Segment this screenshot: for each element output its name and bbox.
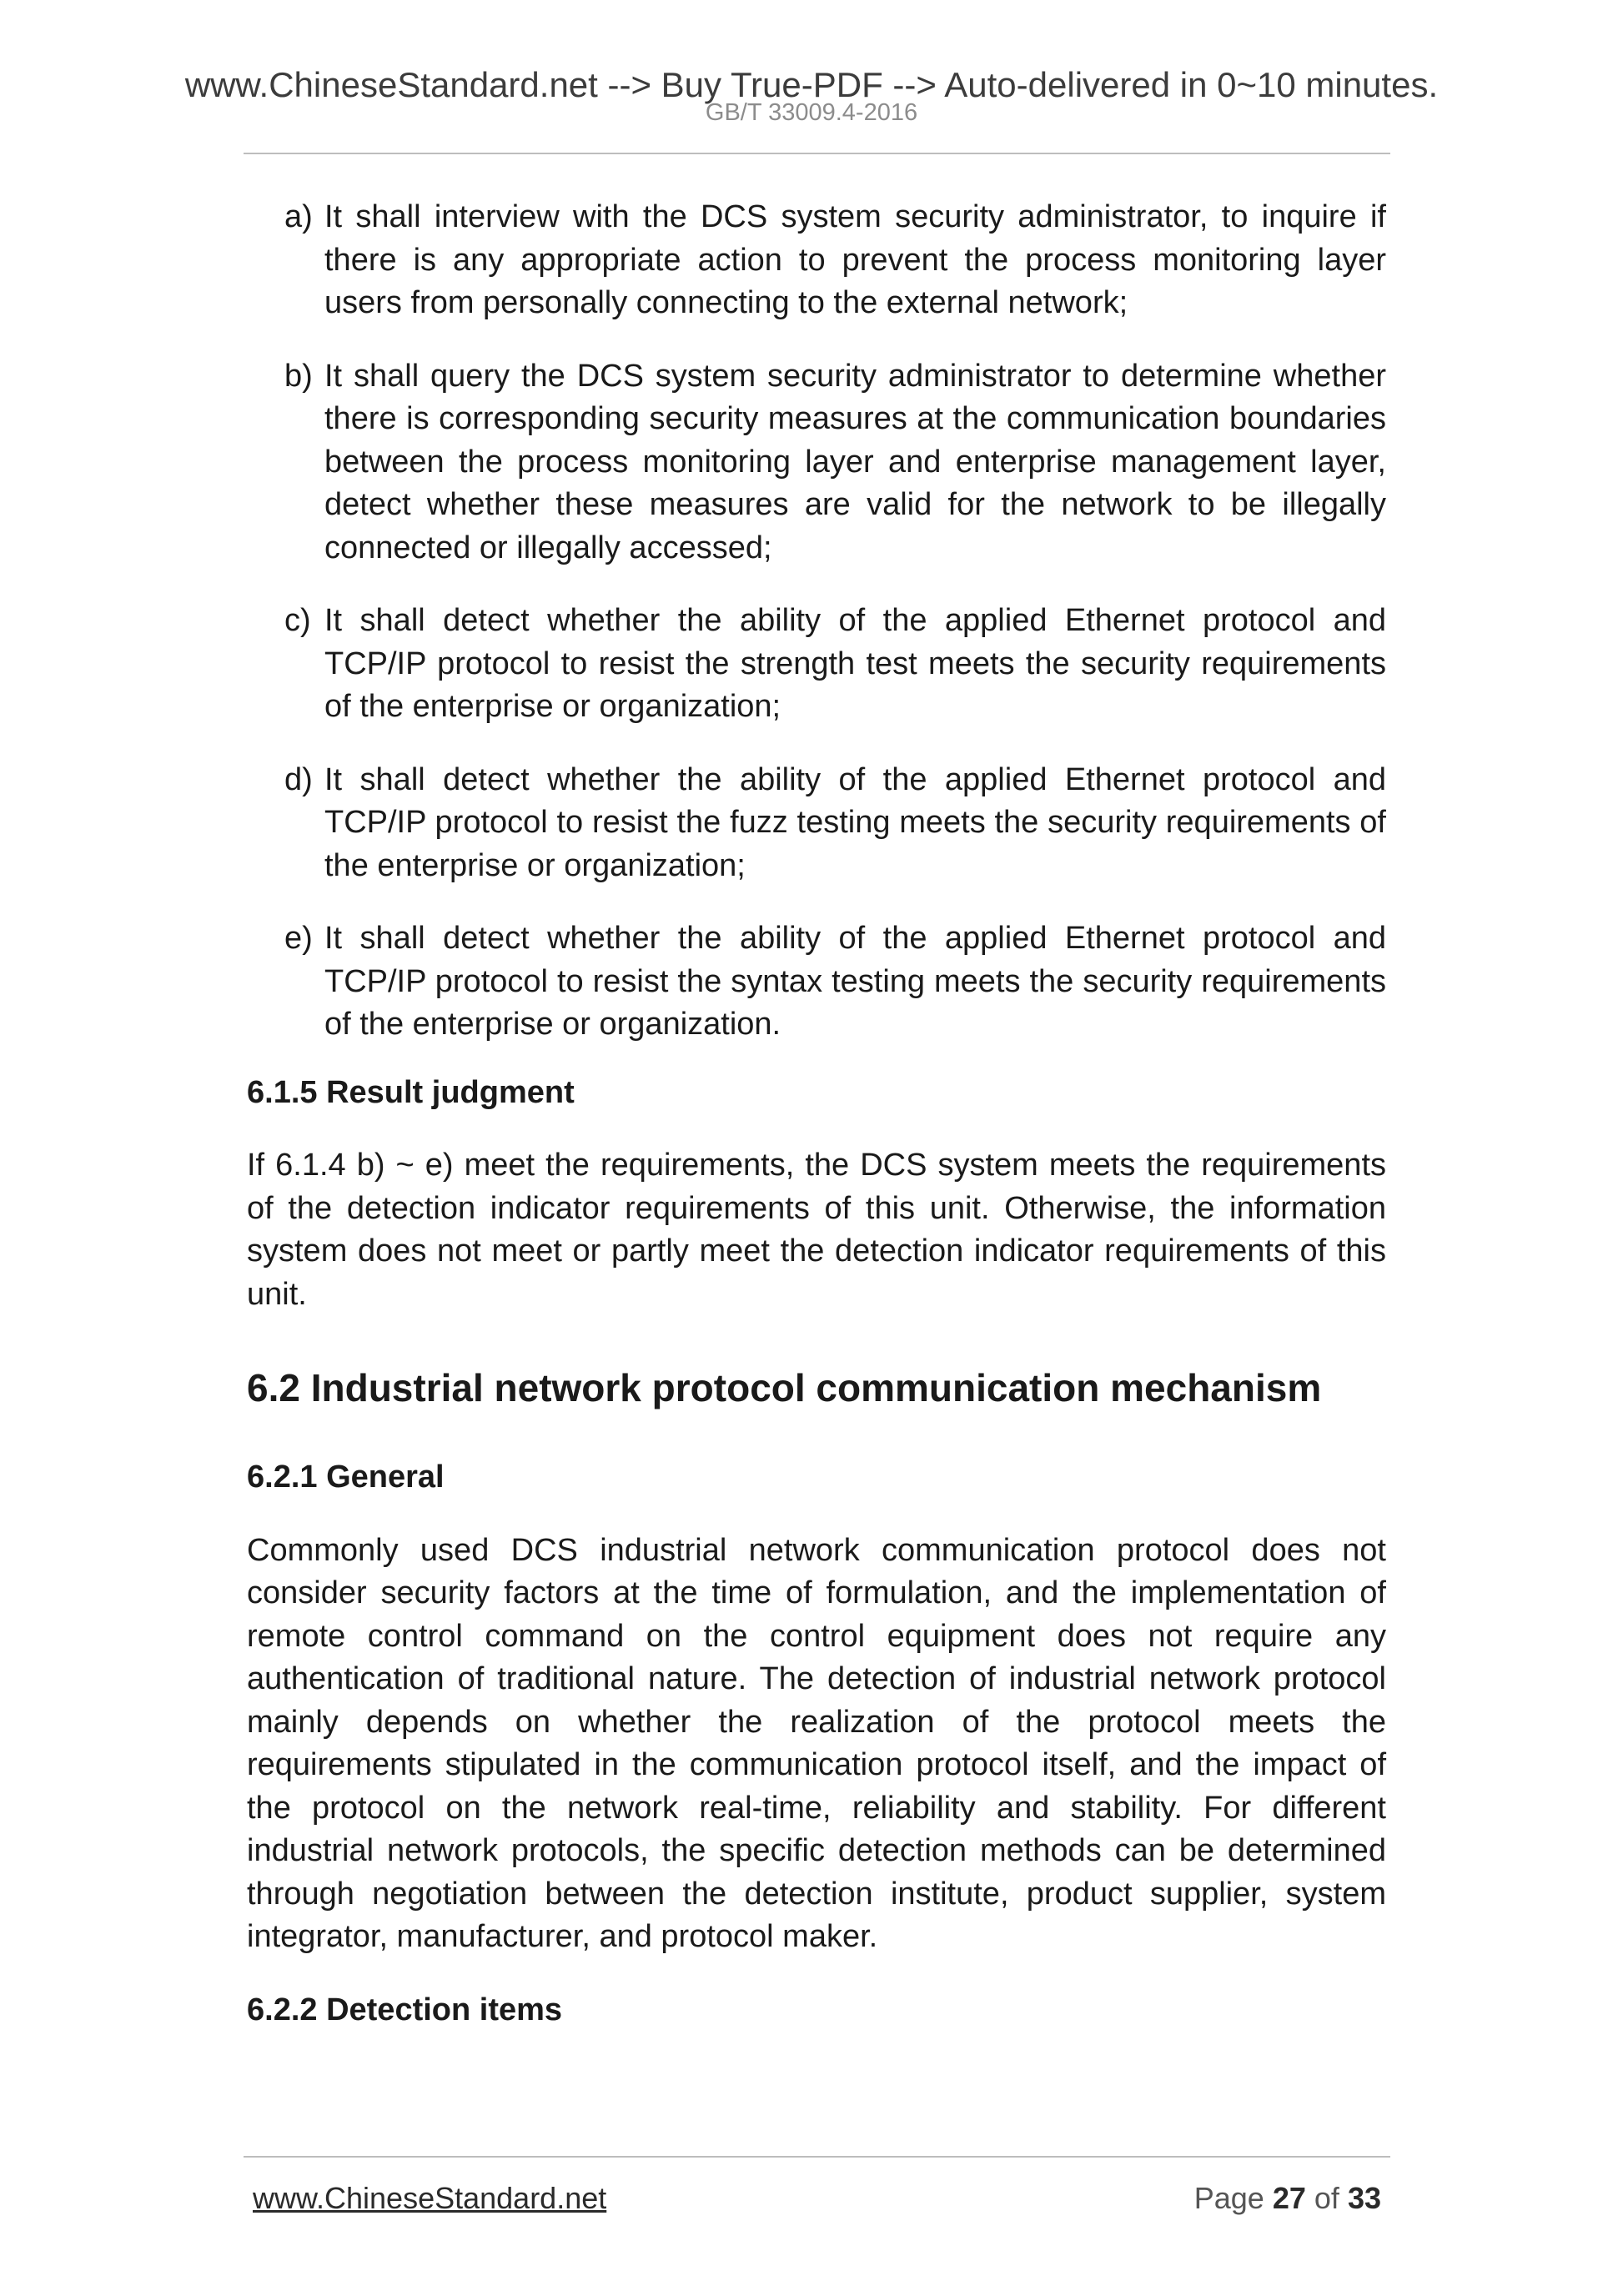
page-indicator xyxy=(1194,2181,1381,2216)
standard-id: GB/T 33009.4-2016 xyxy=(705,99,918,126)
page-of: of xyxy=(1314,2181,1339,2215)
section-heading-6-2-1: 6.2.1 General xyxy=(247,1459,445,1495)
list-item-d xyxy=(247,759,1386,888)
list-item-text: It shall detect whether the ability of the applied Ethernet protocol and TCP/IP protocol to resist the strength test meets the security requirements of the enterprise or organization; xyxy=(324,603,1386,724)
site-banner: www.ChineseStandard.net --> Buy True-PDF --> Auto-delivered in 0~10 minutes. xyxy=(184,65,1439,104)
list-item-a xyxy=(247,196,1386,325)
list-item-text: It shall detect whether the ability of the applied Ethernet protocol and TCP/IP protocol to resist the syntax testing meets the security requirements of the enterprise or organization. xyxy=(324,921,1386,1042)
list-item-text: It shall query the DCS system security administrator to determine whether there is corresponding security measures at the communication boundaries between the process monitoring layer and enterprise management layer, detect whether these measures are valid for the network to be illegally connected or illegally accessed; xyxy=(324,358,1386,565)
list-item-text: It shall interview with the DCS system security administrator, to inquire if there is any appropriate action to prevent the process monitoring layer users from personally connecting to the external network; xyxy=(324,199,1386,320)
list-item-c xyxy=(247,600,1386,729)
header-divider xyxy=(244,153,1390,154)
list-marker: d) xyxy=(284,761,313,797)
page-current: 27 xyxy=(1272,2181,1306,2215)
section-heading-6-1-5: 6.1.5 Result judgment xyxy=(247,1074,575,1110)
footer-divider xyxy=(244,2156,1390,2158)
list-marker: b) xyxy=(284,358,313,394)
page-total: 33 xyxy=(1347,2181,1381,2215)
list-item-e xyxy=(247,917,1386,1047)
list-marker: c) xyxy=(284,603,311,638)
page-body xyxy=(247,196,1386,2062)
list-marker: e) xyxy=(284,921,313,956)
section-paragraph-6-2-1: Commonly used DCS industrial network communication protocol does not consider security factors at the time of formulation, and the implementation of remote control command on the control equipment does not require any authentication of traditional nature. The detection of industrial network protocol mainly depends on whether the realization of the protocol meets the requirements stipulated in the communication protocol itself, and the impact of the protocol on the network real-time, reliability and stability. For different industrial network protocols, the specific detection methods can be determined through negotiation between the detection institute, product supplier, system integrator, manufacturer, and protocol maker. xyxy=(247,1532,1386,1954)
list-item-text: It shall detect whether the ability of the applied Ethernet protocol and TCP/IP protocol to resist the fuzz testing meets the security requirements of the enterprise or organization; xyxy=(324,761,1386,883)
section-heading-6-2: 6.2 Industrial network protocol communication mechanism xyxy=(247,1366,1322,1409)
list-marker: a) xyxy=(284,199,313,234)
page-prefix: Page xyxy=(1193,2181,1264,2215)
list-item-b xyxy=(247,355,1386,570)
section-paragraph-6-1-5: If 6.1.4 b) ~ e) meet the requirements, the DCS system meets the requirements of the detection indicator requirements of this unit. Otherwise, the information system does not meet or partly meet the detection indicator requirements of this unit. xyxy=(247,1148,1386,1312)
section-heading-6-2-2: 6.2.2 Detection items xyxy=(247,1992,563,2027)
footer-site-link[interactable]: www.ChineseStandard.net xyxy=(253,2181,607,2215)
